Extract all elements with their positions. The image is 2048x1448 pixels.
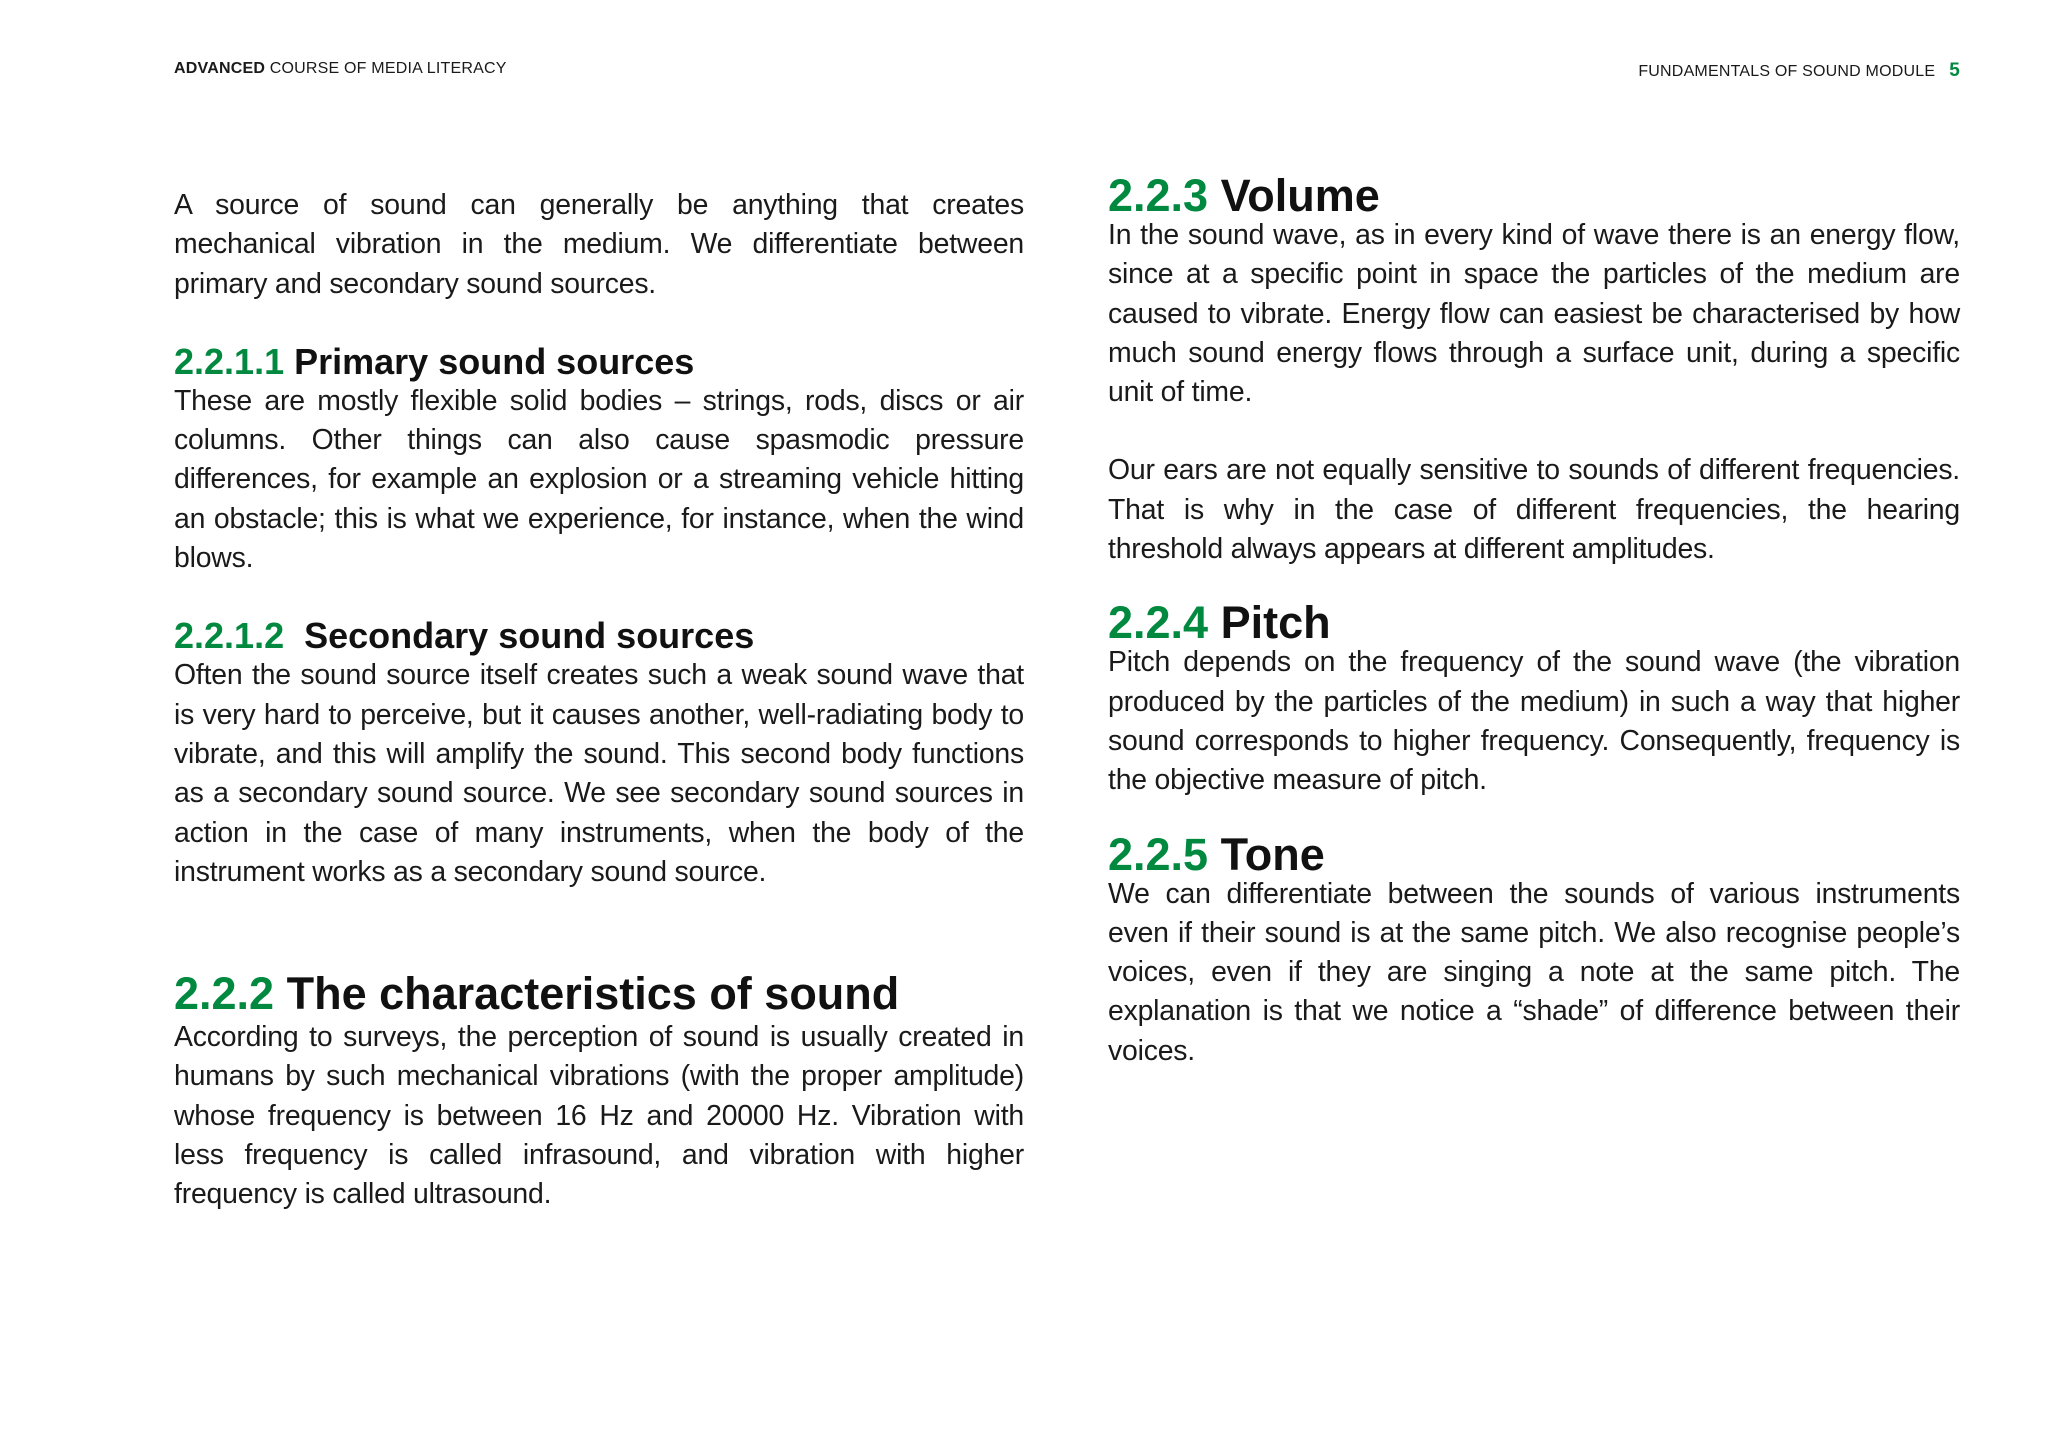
running-header-left (174, 60, 507, 78)
section-title: The characteristics of sound (286, 968, 900, 1020)
section-number: 2.2.5 (1108, 828, 1209, 880)
header-course-title: COURSE OF MEDIA LITERACY (265, 60, 507, 77)
pitch-paragraph: Pitch depends on the frequency of the sound wave (the vibration produced by the particles of the medium) in such a way that higher sound corresponds to higher frequency. Consequently, frequency is the objective measure of pitch. (1108, 646, 1960, 797)
secondary-sources-paragraph: Often the sound source itself creates such a weak sound wave that is very hard to perceive, but it causes another, well-radiating body to vibrate, and this will amplify the sound. This second body functions as a secondary sound source. We see secondary sound sources in action in the case of many instruments, when the body of the instrument works as a secondary sound source. (174, 659, 1024, 888)
section-number: 2.2.1.2 (174, 615, 285, 657)
characteristics-paragraph: According to surveys, the perception of sound is usually created in humans by such mechanical vibrations (with the proper amplitude) whose frequency is between 16 Hz and 20000 Hz. Vibration with less frequency is called infrasound, and vibration with higher frequency is called ultrasound. (174, 1021, 1024, 1211)
right-column (1108, 170, 1960, 1071)
section-number: 2.2.3 (1108, 170, 1209, 221)
running-header-right (1638, 60, 1960, 82)
heading-2-2-3 (1108, 170, 1960, 222)
heading-2-2-2 (174, 968, 1024, 1020)
left-column (174, 180, 1024, 1215)
section-title: Secondary sound sources (304, 615, 755, 657)
page-number: 5 (1949, 60, 1960, 81)
primary-sources-paragraph: These are mostly flexible solid bodies – strings, rods, discs or air columns. Other things can also cause spasmodic pressure differences, for example an explosion or a streaming vehicle hitting an obstacle; this is what we experience, for instance, when the wind blows. (174, 384, 1024, 575)
heading-2-2-1-2 (174, 614, 1024, 658)
section-title: Primary sound sources (294, 340, 695, 382)
heading-2-2-5 (1108, 829, 1960, 881)
section-number: 2.2.1.1 (174, 340, 285, 382)
section-title: Tone (1220, 828, 1325, 880)
heading-2-2-4 (1108, 597, 1960, 649)
section-number: 2.2.2 (174, 968, 275, 1020)
section-title: Pitch (1220, 597, 1331, 649)
volume-paragraph-2: Our ears are not equally sensitive to sounds of different frequencies. That is why in the case of different frequencies, the hearing threshold always appears at different amplitudes. (1108, 454, 1960, 566)
header-module-title: FUNDAMENTALS OF SOUND MODULE (1638, 63, 1936, 80)
heading-2-2-1-1 (174, 340, 1024, 384)
section-number: 2.2.4 (1108, 597, 1209, 649)
header-course-level: ADVANCED (174, 60, 266, 77)
section-title: Volume (1220, 170, 1380, 221)
intro-paragraph: A source of sound can generally be anything that creates mechanical vibration in the medium. We differentiate between primary and secondary sound sources. (174, 189, 1024, 300)
tone-paragraph: We can differentiate between the sounds of various instruments even if their sound is at the same pitch. We also recognise people’s voices, even if they are singing a note at the same pitch. The explanation is that we notice a “shade” of difference between their voices. (1108, 877, 1960, 1067)
volume-paragraph-1: In the sound wave, as in every kind of wave there is an energy flow, since at a specific point in space the particles of the medium are caused to vibrate. Energy flow can easiest be characterised by how much sound energy flows through a surface unit, during a specific unit of time. (1108, 219, 1960, 409)
